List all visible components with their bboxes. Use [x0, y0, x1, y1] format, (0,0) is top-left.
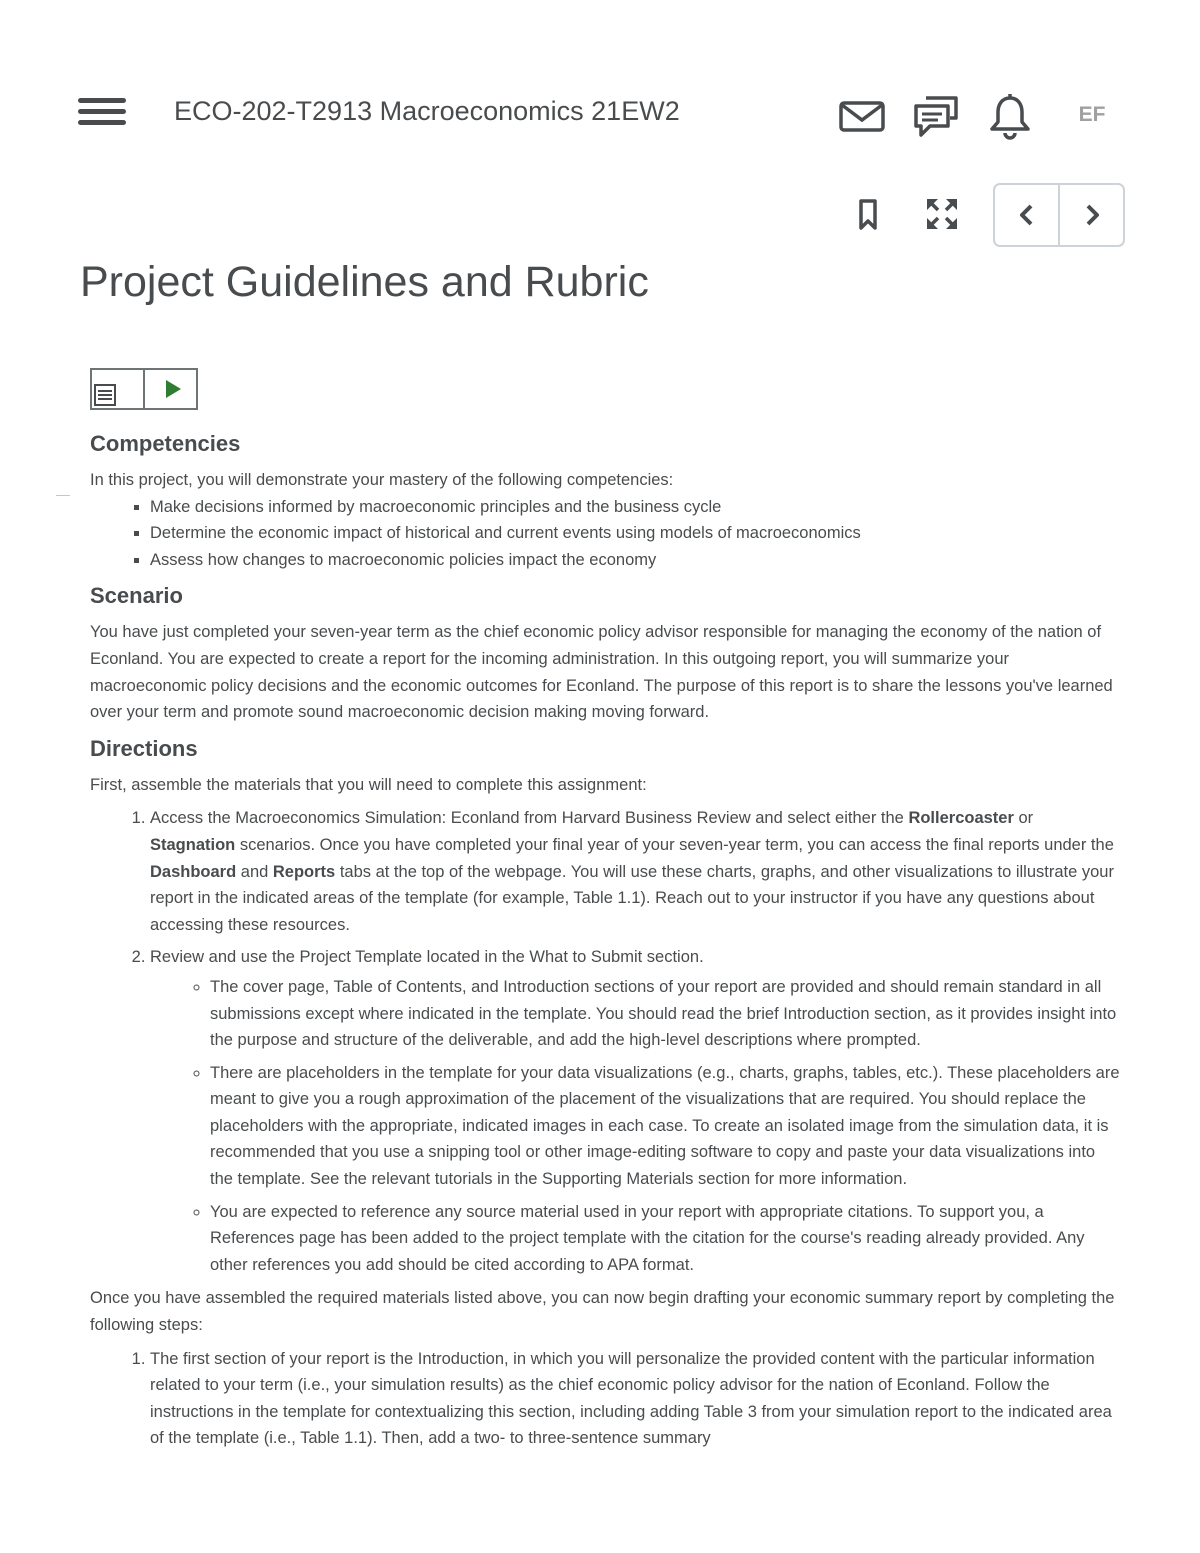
drafting-steps [90, 1346, 1120, 1452]
tab-name: Dashboard [150, 862, 237, 881]
materials-steps [90, 805, 1120, 1278]
list-item: ▪ Make decisions informed by macroeconomic principles and the business cycle [150, 494, 1120, 521]
list-item: ◦ The cover page, Table of Contents, and Introduction sections of your report are provided and should remain standard in all submissions except where indicated in the template. You should read the brief Introduction section, as it provides insight into the purpose and structure of the deliverable, and add the high-level descriptions where prompted. [210, 974, 1120, 1054]
bookmark-icon[interactable] [850, 196, 886, 232]
list-item: ◦ There are placeholders in the template for your data visualizations (e.g., charts, graphs, tables, etc.). These placeholders are meant to give you a rough approximation of the placement of the visualizations that are required. You should replace the placeholders with the appropriate, indicated images in each case. To create an isolated image from the simulation data, it is recommended that you use a snipping tool or other image-editing software to copy and paste your data visualizations into the template. See the relevant tutorials in the Supporting Materials section for more information. [210, 1060, 1120, 1193]
step-text: scenarios. Once you have completed your final year of your seven-year term, you can access the final reports under the [235, 835, 1114, 854]
scenario-body: You have just completed your seven-year term as the chief economic policy advisor responsible for managing the economy of the nation of Econland. You are expected to create a report for the incoming administration. In this outgoing report, you will summarize your macroeconomic policy decisions and the economic outcomes for Econland. The purpose of this report is to share the lessons you've learned over your term and promote sound macroeconomic decision making moving forward. [90, 623, 1113, 722]
chat-icon[interactable] [912, 92, 960, 140]
scenario-name: Stagnation [150, 835, 236, 854]
list-item: 1. The first section of your report is the Introduction, in which you will personalize the provided content with the particular information related to your term (i.e., your simulation results) as the chief economic policy advisor for the nation of Econland. Follow the instructions in the template for contextualizing this section, including adding Table 3 from your simulation report to the indicated area of the template (i.e., Table 1.1). Then, add a two- to three-sentence summary [150, 1346, 1120, 1452]
transcript-button[interactable] [92, 370, 143, 408]
page-title: Project Guidelines and Rubric [80, 258, 649, 306]
step-text: or [1013, 809, 1034, 828]
drafting-intro: Once you have assembled the required materials listed above, you can now begin drafting your economic summary report by completing the following steps: [90, 1289, 1115, 1335]
step-text: Access the Macroeconomics Simulation: Econland from Harvard Business Review and select either the [150, 809, 909, 828]
main-content [90, 428, 1120, 1452]
previous-topic-button[interactable] [995, 185, 1058, 245]
avatar[interactable]: EF [1078, 103, 1106, 126]
template-notes [150, 974, 1120, 1279]
competencies-intro: In this project, you will demonstrate your mastery of the following competencies: [90, 471, 674, 489]
tab-name: Reports [272, 862, 336, 881]
step-text: tabs at the top of the webpage. You will use these charts, graphs, and other visualizations to illustrate your report in the indicated areas of the template (for example, Table 1.1). Reach out to your instructor if you have any questions about accessing these resources. [150, 862, 1114, 934]
directions-intro: First, assemble the materials that you will need to complete this assignment: [90, 775, 647, 794]
list-item [150, 944, 1120, 1278]
scenario-heading: Scenario [90, 583, 183, 609]
menu-icon[interactable] [78, 98, 126, 134]
step-text: and [236, 862, 273, 881]
course-title[interactable]: ECO-202-T2913 Macroeconomics 21EW2 [174, 96, 680, 126]
competencies-heading: Competencies [90, 431, 241, 456]
chevron-left-icon [1015, 203, 1039, 227]
side-marker [56, 495, 70, 496]
play-button[interactable] [143, 370, 196, 408]
step-text: Review and use the Project Template located in the What to Submit section. [150, 948, 704, 967]
media-player-controls [90, 368, 198, 410]
directions-heading: Directions [90, 735, 198, 761]
list-item: ▪ Assess how changes to macroeconomic policies impact the economy [150, 547, 1120, 574]
list-item: ◦ You are expected to reference any source material used in your report with appropriate citations. To support you, a References page has been added to the project template with the citation for the course's reading already provided. Any other references you add should be cited according to APA format. [210, 1199, 1120, 1279]
scenario-name: Rollercoaster [908, 809, 1014, 828]
list-item [150, 805, 1120, 938]
topic-navigation [993, 183, 1125, 247]
fullscreen-icon[interactable] [924, 196, 960, 232]
bell-icon[interactable] [986, 92, 1034, 140]
list-item: ▪ Determine the economic impact of historical and current events using models of macroeconomics [150, 520, 1120, 547]
play-icon [163, 379, 183, 399]
next-topic-button[interactable] [1058, 185, 1123, 245]
transcript-icon [94, 384, 116, 406]
chevron-right-icon [1080, 203, 1104, 227]
mail-icon[interactable] [838, 92, 886, 140]
competencies-list [90, 494, 1120, 574]
